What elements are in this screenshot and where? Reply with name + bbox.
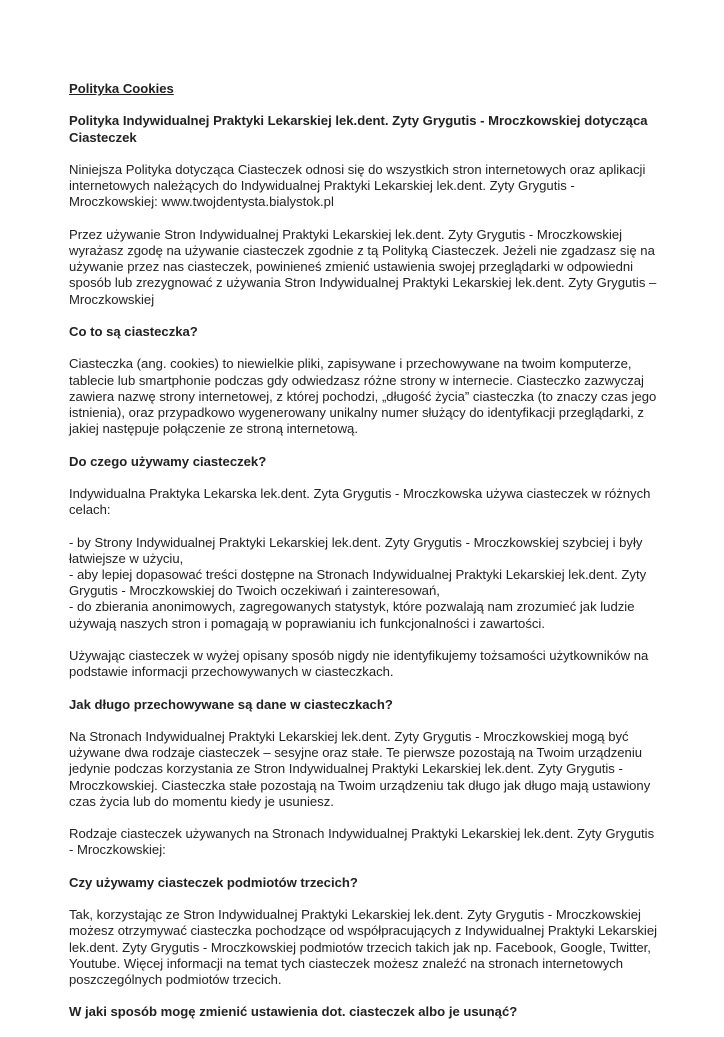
bullet-item: - aby lepiej dopasować treści dostępne na Stronach Indywidualnej Praktyki Lekarskiej lek.dent. Zyty Grygutis - Mroczkowskiej do Twoich oczekiwań i zainteresowań, — [69, 566, 647, 599]
bullet-list-use — [69, 535, 659, 632]
bullet-item: - by Strony Indywidualnej Praktyki Lekarskiej lek.dent. Zyty Grygutis - Mroczkowskiej szybciej i były łatwiejsze w użyciu, — [69, 534, 643, 566]
document-title: Polityka Cookies — [69, 81, 174, 96]
section-body-duration: Na Stronach Indywidualnej Praktyki Lekarskiej lek.dent. Zyty Grygutis - Mroczkowskiej mogą być używane dwa rodzaje ciasteczek – sesyjne oraz stałe. Te pierwsze pozostają na Twoim urządzeniu jedynie podczas korzystania ze Stron Indywidualnej Praktyki Lekarskiej lek.dent. Zyty Grygutis - Mroczkowskiej. Ciasteczka stałe pozostają na Twoim urządzeniu tak długo jak długo mają ustawiony czas życia lub do momentu kiedy je usuniesz. — [69, 728, 651, 809]
section-heading-what: Co to są ciasteczka? — [69, 323, 198, 339]
section-body-what: Ciasteczka (ang. cookies) to niewielkie pliki, zapisywane i przechowywane na twoim komputerze, tablecie lub smartphonie podczas gdy odwiedzasz różne strony w internecie. Ciasteczko zazwyczaj zawiera nazwę strony internetowej, z której pochodzi, „długość życia” ciasteczka (to znaczy czas jego istnienia), oraz przypadkowo wygenerowany unikalny numer służący do identyfikacji przeglądarki, z jakiej następuje połączenie ze stroną internetową. — [69, 356, 657, 437]
section-heading-change: W jaki sposób mogę zmienić ustawienia dot. ciasteczek albo je usunąć? — [69, 1004, 518, 1020]
section-body-third-party: Tak, korzystając ze Stron Indywidualnej Praktyki Lekarskiej lek.dent. Zyty Grygutis - Mroczkowskiej możesz otrzymywać ciasteczka pochodzące od współpracujących z Indywidualnej Praktyki Lekarskiej lek.dent. Zyty Grygutis - Mroczkowskiej podmiotów trzecich takich jak np. Facebook, Google, Twitter, Youtube. Więcej informacji na temat tych ciasteczek możesz znaleźć na stronach internetowych poszczególnych podmiotów trzecich. — [69, 907, 658, 987]
section-heading-use: Do czego używamy ciasteczek? — [69, 453, 267, 469]
section-note-duration: Rodzaje ciasteczek używanych na Stronach Indywidualnej Praktyki Lekarskiej lek.dent. Zyty Grygutis - Mroczkowskiej: — [69, 826, 655, 858]
section-heading-third-party: Czy używamy ciasteczek podmiotów trzecich? — [69, 874, 358, 890]
section-note-use: Używając ciasteczek w wyżej opisany sposób nigdy nie identyfikujemy tożsamości użytkowników na podstawie informacji przechowywanych w ciasteczkach. — [69, 647, 649, 680]
intro-paragraph-1: Niniejsza Polityka dotycząca Ciasteczek odnosi się do wszystkich stron internetowych oraz aplikacji internetowych należących do Indywidualnej Praktyki Lekarskiej lek.dent. Zyty Grygutis - Mroczkowskiej: www.twojdentysta.bialystok.pl — [69, 161, 646, 210]
bullet-item: - do zbierania anonimowych, zagregowanych statystyk, które pozwalają nam zrozumieć jak ludzie używają naszych stron i pomagają w poprawianiu ich funkcjonalności i zawartości. — [69, 599, 635, 631]
section-body-use: Indywidualna Praktyka Lekarska lek.dent. Zyta Grygutis - Mroczkowska używa ciasteczek w różnych celach: — [69, 485, 651, 518]
document-page — [69, 81, 659, 1037]
section-heading-duration: Jak długo przechowywane są dane w ciasteczkach? — [69, 696, 393, 712]
intro-paragraph-2: Przez używanie Stron Indywidualnej Praktyki Lekarskiej lek.dent. Zyty Grygutis - Mroczkowskiej wyrażasz zgodę na używanie ciasteczek zgodnie z tą Polityką Ciasteczek. Jeżeli nie zgadzasz się na używanie przez nas ciasteczek, powinieneś zmienić ustawienia swojej przeglądarki w odpowiedni sposób lub zrezygnować z używania Stron Indywidualnej Praktyki Lekarskiej lek.dent. Zyty Grygutis – Mroczkowskiej — [69, 226, 657, 307]
document-subtitle: Polityka Indywidualnej Praktyki Lekarskiej lek.dent. Zyty Grygutis - Mroczkowskiej dotycząca Ciasteczek — [69, 113, 648, 145]
